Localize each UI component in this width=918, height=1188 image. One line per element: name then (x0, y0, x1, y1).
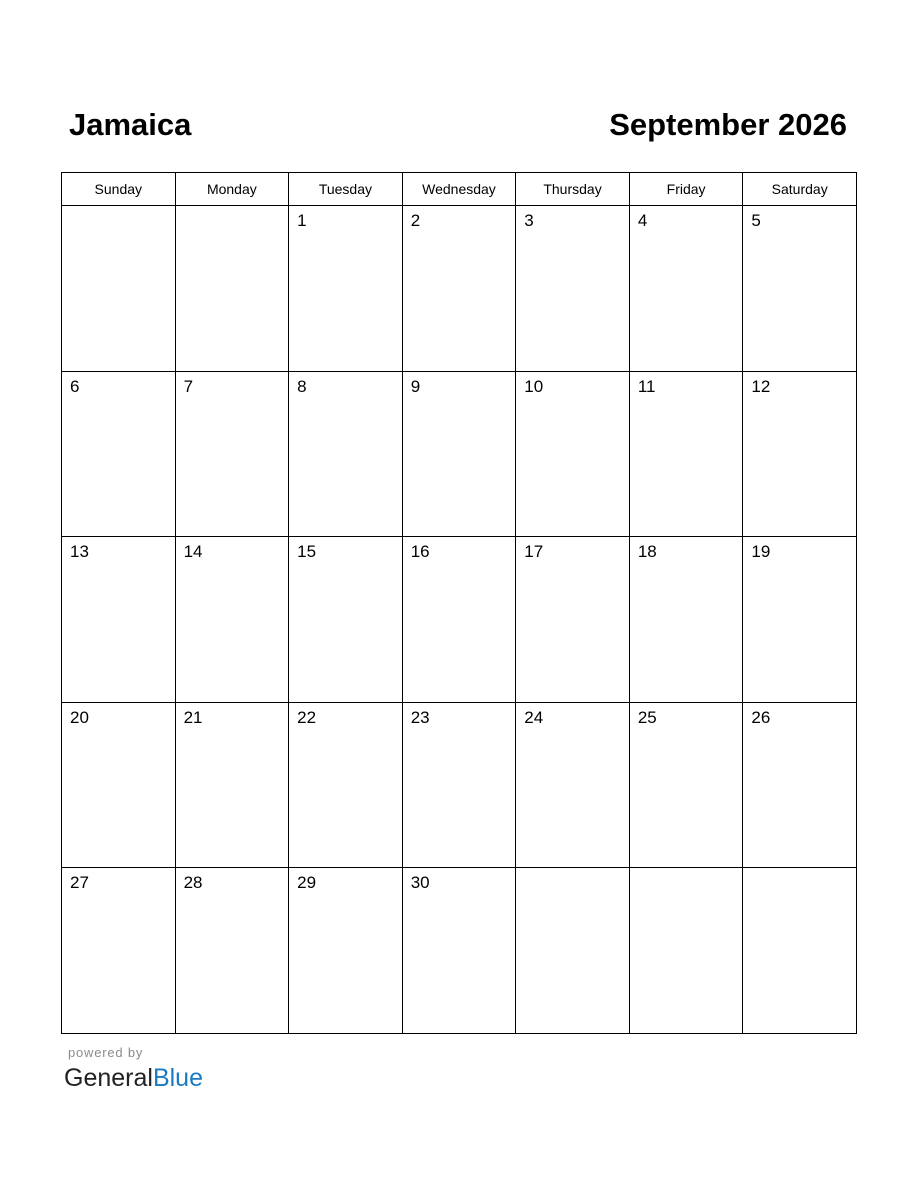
brand-blue-text: Blue (152, 1064, 203, 1092)
month-year-title: September 2026 (609, 107, 847, 142)
day-cell (289, 702, 403, 868)
day-number: 29 (297, 873, 317, 893)
day-number: 4 (637, 211, 648, 230)
day-number: 18 (637, 542, 657, 562)
day-cell (516, 371, 630, 537)
powered-by-label: powered by (68, 1045, 144, 1060)
day-cell (62, 537, 176, 703)
day-cell (289, 206, 403, 372)
calendar-grid (61, 172, 857, 1034)
day-cell (743, 206, 857, 372)
day-number (176, 206, 289, 210)
day-number: 16 (410, 542, 430, 562)
day-number (62, 206, 175, 210)
day-number: 5 (751, 211, 761, 230)
day-cell (62, 868, 176, 1034)
day-number: 17 (524, 542, 544, 562)
day-number: 28 (183, 873, 203, 893)
weekday-header: Wednesday (402, 173, 516, 206)
day-number: 13 (70, 542, 89, 562)
day-cell (289, 371, 403, 537)
day-cell (289, 537, 403, 703)
day-number: 15 (297, 542, 317, 562)
country-title: Jamaica (69, 107, 192, 142)
weekday-header: Saturday (743, 173, 857, 206)
day-cell (743, 868, 857, 1034)
day-number: 20 (70, 707, 89, 727)
day-cell (629, 206, 743, 372)
day-cell (62, 702, 176, 868)
day-cell (175, 206, 289, 372)
week-row (62, 206, 857, 372)
weekday-header-row (62, 173, 857, 206)
weekday-header: Tuesday (289, 173, 403, 206)
day-cell (175, 371, 289, 537)
day-number: 3 (524, 211, 534, 230)
day-number (630, 868, 743, 872)
week-row (62, 371, 857, 537)
day-number: 22 (297, 707, 317, 727)
day-cell (516, 702, 630, 868)
weekday-header: Monday (175, 173, 289, 206)
weekday-header: Sunday (62, 173, 176, 206)
day-number: 6 (70, 376, 80, 396)
day-number: 25 (637, 707, 657, 727)
day-number: 24 (524, 707, 544, 727)
day-cell (175, 537, 289, 703)
day-number: 11 (637, 376, 656, 396)
day-cell (402, 371, 516, 537)
week-row (62, 868, 857, 1034)
day-cell (516, 537, 630, 703)
day-cell (629, 537, 743, 703)
day-number: 27 (70, 873, 89, 893)
day-number: 30 (410, 873, 430, 893)
day-number: 10 (524, 376, 544, 396)
day-cell (629, 702, 743, 868)
day-number: 19 (751, 542, 771, 562)
day-cell (402, 206, 516, 372)
day-number: 1 (297, 211, 307, 230)
day-cell (516, 206, 630, 372)
day-cell (175, 868, 289, 1034)
day-number: 2 (410, 211, 421, 230)
day-cell (743, 537, 857, 703)
day-cell (289, 868, 403, 1034)
day-cell (629, 868, 743, 1034)
day-number: 7 (183, 376, 194, 396)
footer-branding (64, 1045, 203, 1093)
day-number: 9 (410, 376, 421, 396)
generalblue-logo[interactable] (64, 1063, 203, 1093)
day-cell (743, 371, 857, 537)
day-cell (402, 702, 516, 868)
day-cell (62, 206, 176, 372)
weekday-header: Thursday (516, 173, 630, 206)
week-row (62, 537, 857, 703)
day-number: 21 (183, 707, 203, 727)
day-cell (629, 371, 743, 537)
day-cell (743, 702, 857, 868)
day-cell (516, 868, 630, 1034)
day-number (743, 868, 856, 872)
brand-general-text: General (64, 1064, 153, 1092)
day-cell (62, 371, 176, 537)
day-cell (402, 868, 516, 1034)
day-number: 14 (183, 542, 203, 562)
week-row (62, 702, 857, 868)
day-number (516, 868, 629, 872)
day-cell (175, 702, 289, 868)
day-number: 23 (410, 707, 430, 727)
day-number: 12 (751, 376, 771, 396)
day-number: 26 (751, 707, 771, 727)
day-cell (402, 537, 516, 703)
weekday-header: Friday (629, 173, 743, 206)
day-number: 8 (297, 376, 307, 396)
